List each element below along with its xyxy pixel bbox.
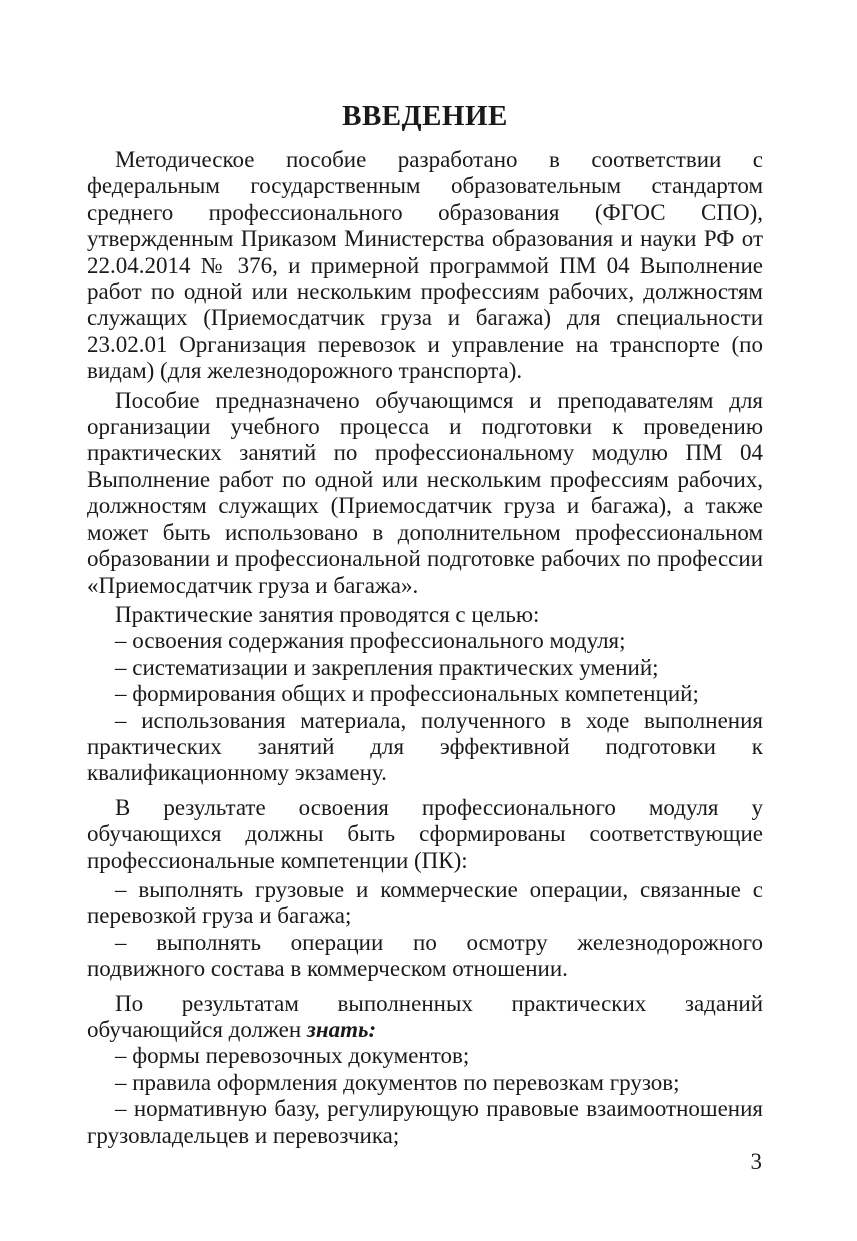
knowledge-item: – формы перевозочных документов;	[115, 1043, 470, 1069]
document-page	[87, 96, 763, 1149]
section-title: ВВЕДЕНИЕ	[342, 100, 508, 132]
knowledge-intro-text: По результатам выполненных практических заданий обучающийся должен	[87, 990, 763, 1042]
paragraph-purpose: Методическое пособие разработано в соответствии с федеральным государственным образовательным стандартом среднего профессионального образования (ФГОС СПО), утвержденным Приказом Министерства образования и науки РФ от 22.04.2014 № 376, и примерной программой ПМ 04 Выполнение работ по одной или нескольким профессиям рабочих, должностям служащих (Приемосдатчик груза и багажа) для специальности 23.02.01 Организация перевозок и управление на транспорте (по видам) (для железнодорожного транспорта).	[87, 147, 763, 384]
competence-item: – выполнять операции по осмотру железнодорожного подвижного состава в коммерческом отношении.	[87, 929, 763, 982]
paragraph-knowledge-intro	[87, 991, 763, 1044]
knowledge-item: – правила оформления документов по перевозкам грузов;	[115, 1069, 680, 1095]
paragraph-competence-intro: В результате освоения профессионального модуля у обучающихся должны быть сформированы соответствующие профессиональные компетенции (ПК):	[87, 794, 763, 873]
goal-item: – использования материала, полученного в ходе выполнения практических занятий для эффективной подготовки к квалификационному экзамену.	[87, 707, 763, 786]
goal-item: – систематизации и закрепления практических умений;	[115, 654, 659, 680]
knowledge-keyword: знать:	[306, 1017, 377, 1042]
knowledge-item: – нормативную базу, регулирующую правовые взаимоотношения грузовладельцев и перевозчика;	[87, 1096, 763, 1148]
paragraph-audience: Пособие предназначено обучающимся и преподавателям для организации учебного процесса и подготовки к проведению практических занятий по профессиональному модулю ПМ 04 Выполнение работ по одной или нескольким профессиям рабочих, должностям служащих (Приемосдатчик груза и багажа), а также может быть использовано в дополнительном профессиональном образовании и профессиональной подготовке рабочих по профессии «Приемосдатчик груза и багажа».	[87, 387, 763, 598]
competence-item: – выполнять грузовые и коммерческие операции, связанные с перевозкой груза и багажа;	[87, 876, 763, 929]
goal-item: – освоения содержания профессионального модуля;	[115, 628, 626, 654]
goal-item: – формирования общих и профессиональных компетенций;	[115, 681, 699, 707]
body-text	[87, 147, 763, 1149]
paragraph-goals-intro: Практические занятия проводятся с целью:	[115, 601, 540, 627]
page-number: 3	[750, 1149, 762, 1174]
